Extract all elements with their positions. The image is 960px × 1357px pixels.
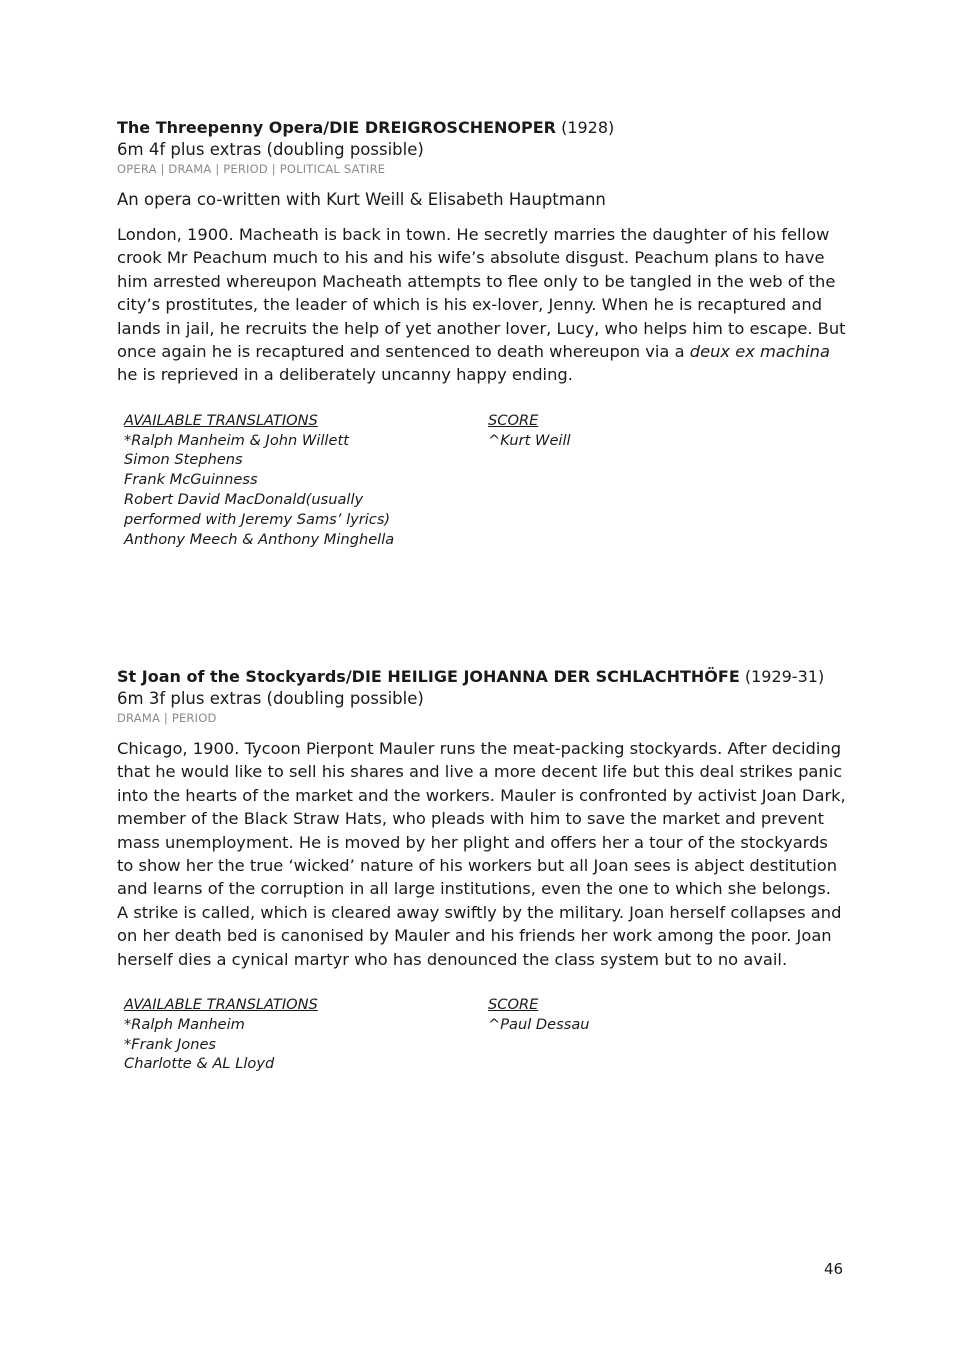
genre-tags: OPERA | DRAMA | PERIOD | POLITICAL SATIRE: [117, 162, 386, 176]
play-year: (1928): [561, 118, 615, 137]
play-title: The Threepenny Opera/DIE DREIGROSCHENOPER: [117, 118, 556, 137]
score-item: ^Kurt Weill: [488, 431, 571, 449]
cast-size: 6m 3f plus extras (doubling possible): [117, 689, 424, 708]
translation-item: performed with Jeremy Sams’ lyrics): [124, 510, 391, 528]
play-title: St Joan of the Stockyards/DIE HEILIGE JOHANNA DER SCHLACHTHÖFE: [117, 667, 740, 686]
play-synopsis: Chicago, 1900. Tycoon Pierpont Mauler runs the meat-packing stockyards. After deciding that he would like to sell his shares and live a more decent life but this deal strikes panic into the hearts of the market and the workers. Mauler is confronted by activist Joan Dark, member of the Black Straw Hats, who pleads with him to save the market and prevent mass unemployment. He is moved by her plight and offers her a tour of the stockyards to show her the true ‘wicked’ nature of his workers but all Joan sees is abject destitution and learns of the corruption in all large institutions, even the one to which she belongs. A strike is called, which is cleared away swiftly by the military. Joan herself collapses and on her death bed is canonised by Mauler and his friends her work among the poor. Joan herself dies a cynical martyr who has denounced the class system but to no avail.: [117, 739, 846, 969]
score-heading: SCORE: [488, 996, 539, 1014]
translation-item: *Frank Jones: [124, 1035, 217, 1053]
credits-lists: [117, 411, 847, 561]
score-heading: SCORE: [488, 411, 539, 429]
page-number: 46: [824, 1260, 844, 1278]
translation-item: Simon Stephens: [124, 451, 243, 469]
translations-list: [124, 995, 454, 1074]
score-list: [488, 411, 788, 451]
play-title-line: [117, 666, 847, 688]
play-title-line: [117, 117, 847, 139]
translations-list: [124, 411, 454, 550]
cast-size: 6m 4f plus extras (doubling possible): [117, 140, 424, 159]
translations-heading: AVAILABLE TRANSLATIONS: [124, 411, 318, 429]
genre-tags: DRAMA | PERIOD: [117, 711, 217, 725]
synopsis-text: London, 1900. Macheath is back in town. He secretly marries the daughter of his fellow crook Mr Peachum much to his and his wife’s absolute disgust. Peachum plans to have him arrested whereupon Macheath attempts to flee only to be tangled in the web of the city’s prostitutes, the leader of which is his ex-lover, Jenny. When he is recaptured and lands in jail, he recruits the help of yet another lover, Lucy, who helps him to escape. But once again he is recaptured and sentenced to death whereupon via a: [117, 225, 846, 362]
score-list: [488, 995, 788, 1035]
translation-item: *Ralph Manheim & John Willett: [124, 431, 349, 449]
play-subtitle: An opera co-written with Kurt Weill & Elisabeth Hauptmann: [117, 190, 606, 209]
play-entry-threepenny-opera: [117, 117, 847, 561]
play-synopsis: [117, 223, 847, 387]
credits-lists: [117, 995, 847, 1145]
play-year: (1929-31): [744, 667, 825, 686]
translation-item: *Ralph Manheim: [124, 1015, 245, 1033]
synopsis-text-end: he is reprieved in a deliberately uncanny happy ending.: [117, 365, 573, 385]
translation-item: Anthony Meech & Anthony Minghella: [124, 530, 395, 548]
translation-item: Charlotte & AL Lloyd: [124, 1055, 275, 1073]
translations-heading: AVAILABLE TRANSLATIONS: [124, 996, 318, 1014]
play-entry-st-joan-of-the-stockyards: [117, 666, 847, 1145]
score-item: ^Paul Dessau: [488, 1015, 590, 1033]
synopsis-italic-phrase: deux ex machina: [689, 342, 830, 362]
translation-item: Frank McGuinness: [124, 471, 258, 489]
translation-item: Robert David MacDonald(usually: [124, 491, 364, 509]
